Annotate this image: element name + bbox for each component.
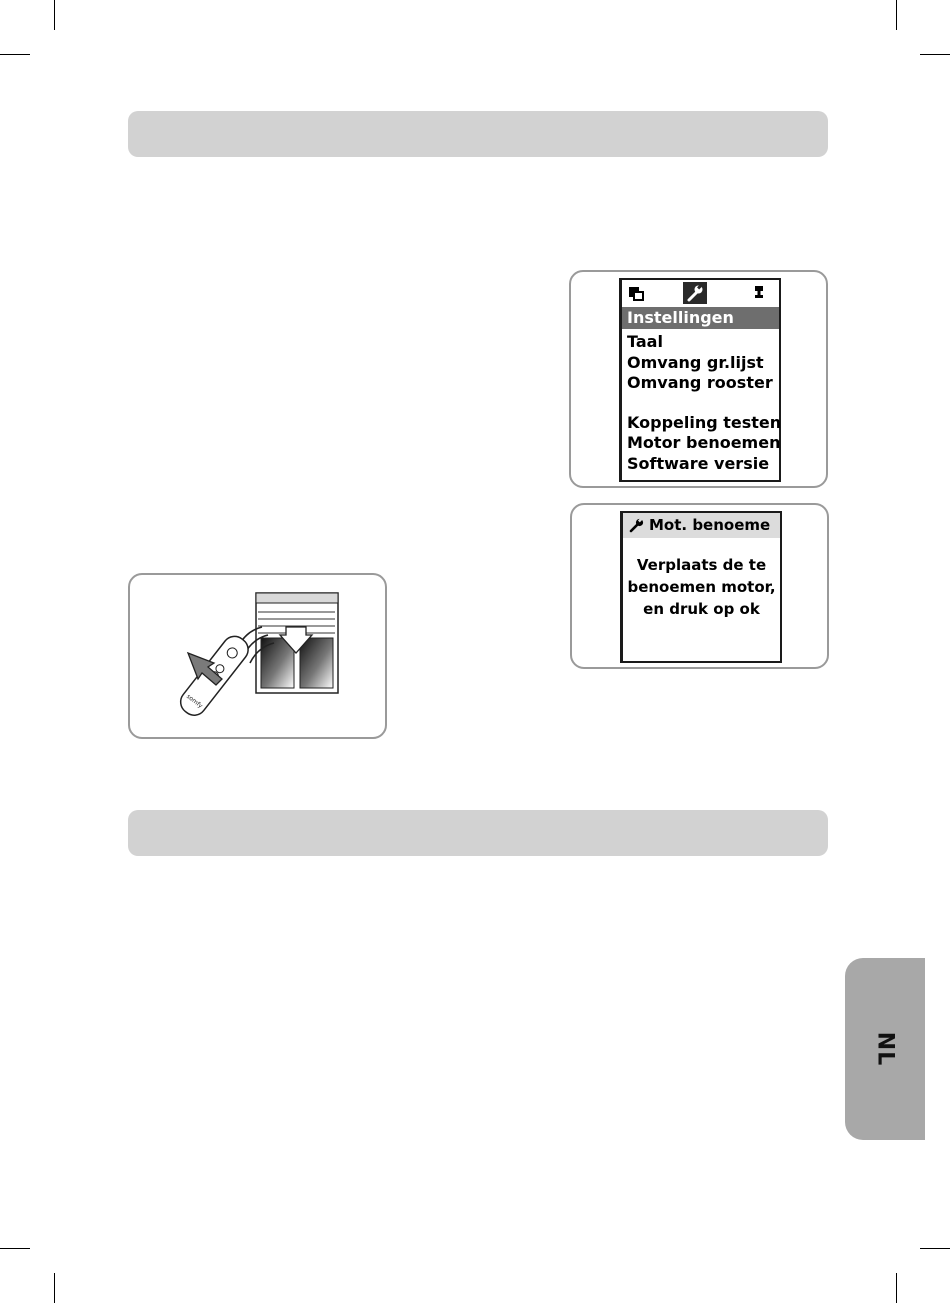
illustration-frame	[128, 573, 387, 739]
menu-item[interactable]: Software versie	[627, 453, 770, 473]
wrench-icon	[629, 517, 645, 533]
section-header-band	[128, 111, 828, 157]
crop-mark	[896, 1273, 897, 1303]
wrench-icon[interactable]	[683, 282, 707, 304]
crop-mark	[0, 54, 30, 55]
crop-mark	[920, 54, 950, 55]
crop-mark	[54, 1273, 55, 1303]
menu-item[interactable]: Koppeling testen	[627, 412, 782, 432]
crop-mark	[54, 0, 55, 30]
settings-menu-screen	[619, 278, 781, 482]
menu-list	[627, 332, 781, 474]
trophy-icon[interactable]	[752, 282, 766, 304]
settings-menu-frame	[569, 270, 828, 488]
menu-title[interactable]: Instellingen	[622, 307, 779, 329]
menu-item[interactable]: Omvang gr.lijst	[627, 352, 764, 372]
prompt-message	[623, 554, 780, 620]
prompt-screen	[620, 511, 782, 663]
language-tab-label: NL	[872, 1031, 898, 1067]
menu-item[interactable]: Omvang rooster	[627, 373, 773, 392]
crop-mark	[0, 1248, 30, 1249]
prompt-line: benoemen motor,	[627, 578, 776, 596]
crop-mark	[896, 0, 897, 30]
section-header-band	[128, 810, 828, 856]
language-tab	[845, 958, 925, 1140]
prompt-title-bar	[623, 513, 780, 538]
prompt-line: en druk op ok	[643, 600, 760, 618]
crop-mark	[920, 1248, 950, 1249]
prompt-title: Mot. benoeme	[649, 516, 771, 534]
menu-item[interactable]: Motor benoemen	[627, 433, 781, 452]
menu-spacer	[627, 394, 781, 413]
prompt-line: Verplaats de te	[636, 556, 767, 574]
brand-label: somfy	[185, 693, 204, 710]
copy-icon[interactable]	[627, 282, 647, 304]
menu-icon-bar	[622, 280, 779, 307]
prompt-frame	[570, 503, 829, 669]
remote-shutter-illustration	[130, 575, 385, 737]
menu-item[interactable]: Taal	[627, 332, 663, 351]
